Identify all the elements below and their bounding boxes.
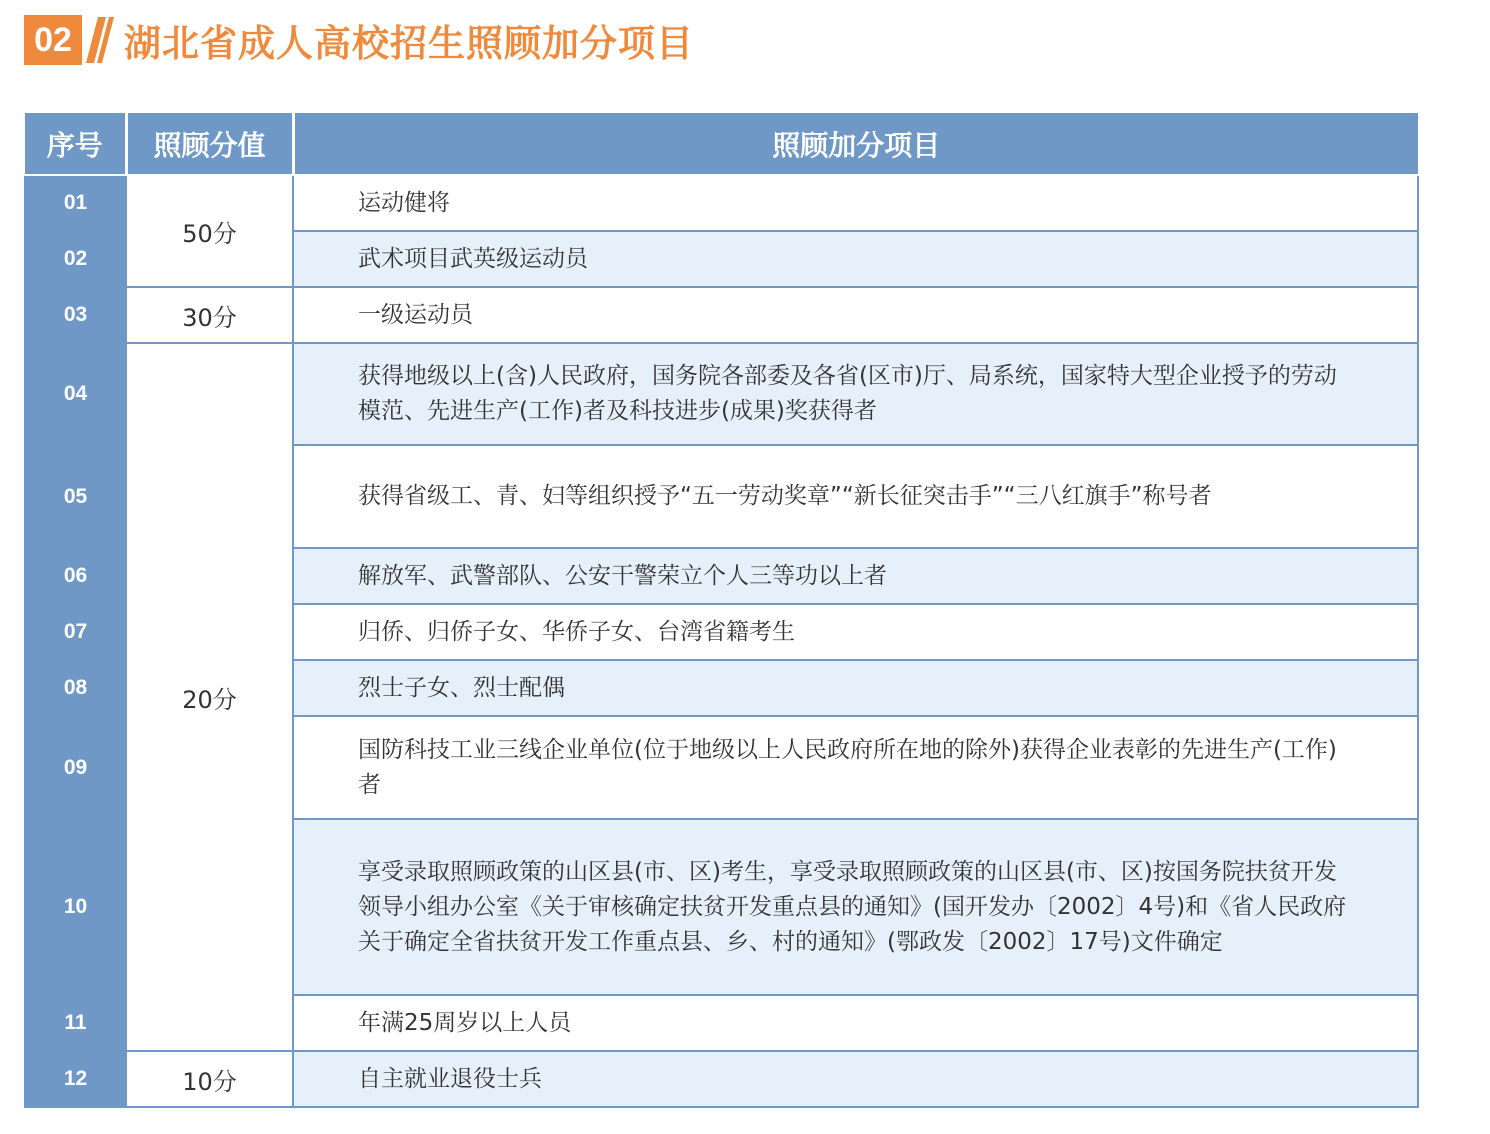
row-number: 05	[25, 445, 126, 548]
row-number: 01	[25, 175, 126, 231]
row-number: 09	[25, 716, 126, 819]
row-number: 06	[25, 548, 126, 604]
score-cell: 50分	[126, 175, 293, 287]
row-number: 04	[25, 343, 126, 445]
item-cell: 自主就业退役士兵	[293, 1051, 1418, 1107]
item-cell: 运动健将	[293, 175, 1418, 231]
row-number: 12	[25, 1051, 126, 1107]
header-score: 照顾分值	[126, 113, 293, 175]
header-item: 照顾加分项目	[293, 113, 1418, 175]
item-cell: 归侨、归侨子女、华侨子女、台湾省籍考生	[293, 604, 1418, 660]
table-header-row	[25, 113, 1418, 175]
section-heading	[24, 14, 694, 66]
row-number: 11	[25, 995, 126, 1051]
item-cell: 武术项目武英级运动员	[293, 231, 1418, 287]
header-serial: 序号	[25, 113, 126, 175]
row-number: 08	[25, 660, 126, 716]
item-cell: 国防科技工业三线企业单位(位于地级以上人民政府所在地的除外)获得企业表彰的先进生产(工作)者	[293, 716, 1418, 819]
item-cell: 一级运动员	[293, 287, 1418, 343]
section-title: 湖北省成人高校招生照顾加分项目	[124, 22, 694, 65]
item-cell: 解放军、武警部队、公安干警荣立个人三等功以上者	[293, 548, 1418, 604]
row-number: 07	[25, 604, 126, 660]
section-number-badge: 02	[24, 15, 82, 65]
item-cell: 享受录取照顾政策的山区县(市、区)考生，享受录取照顾政策的山区县(市、区)按国务院扶贫开发领导小组办公室《关于审核确定扶贫开发重点县的通知》(国开发办〔2002〕4号)和《省人民政府关于确定全省扶贫开发工作重点县、乡、村的通知》(鄂政发〔2002〕17号)文件确定	[293, 819, 1418, 995]
score-cell: 20分	[126, 343, 293, 1051]
item-cell: 烈士子女、烈士配偶	[293, 660, 1418, 716]
row-number: 10	[25, 819, 126, 995]
table-row	[25, 175, 1418, 231]
table-row	[25, 1051, 1418, 1107]
slash-icon	[84, 15, 114, 65]
score-cell: 30分	[126, 287, 293, 343]
item-cell: 获得地级以上(含)人民政府，国务院各部委及各省(区市)厅、局系统，国家特大型企业授予的劳动模范、先进生产(工作)者及科技进步(成果)奖获得者	[293, 343, 1418, 445]
row-number: 02	[25, 231, 126, 287]
table-row	[25, 343, 1418, 445]
table-row	[25, 287, 1418, 343]
item-cell: 年满25周岁以上人员	[293, 995, 1418, 1051]
row-number: 03	[25, 287, 126, 343]
item-cell: 获得省级工、青、妇等组织授予“五一劳动奖章”“新长征突击手”“三八红旗手”称号者	[293, 445, 1418, 548]
score-cell: 10分	[126, 1051, 293, 1107]
bonus-points-table	[24, 113, 1419, 1108]
